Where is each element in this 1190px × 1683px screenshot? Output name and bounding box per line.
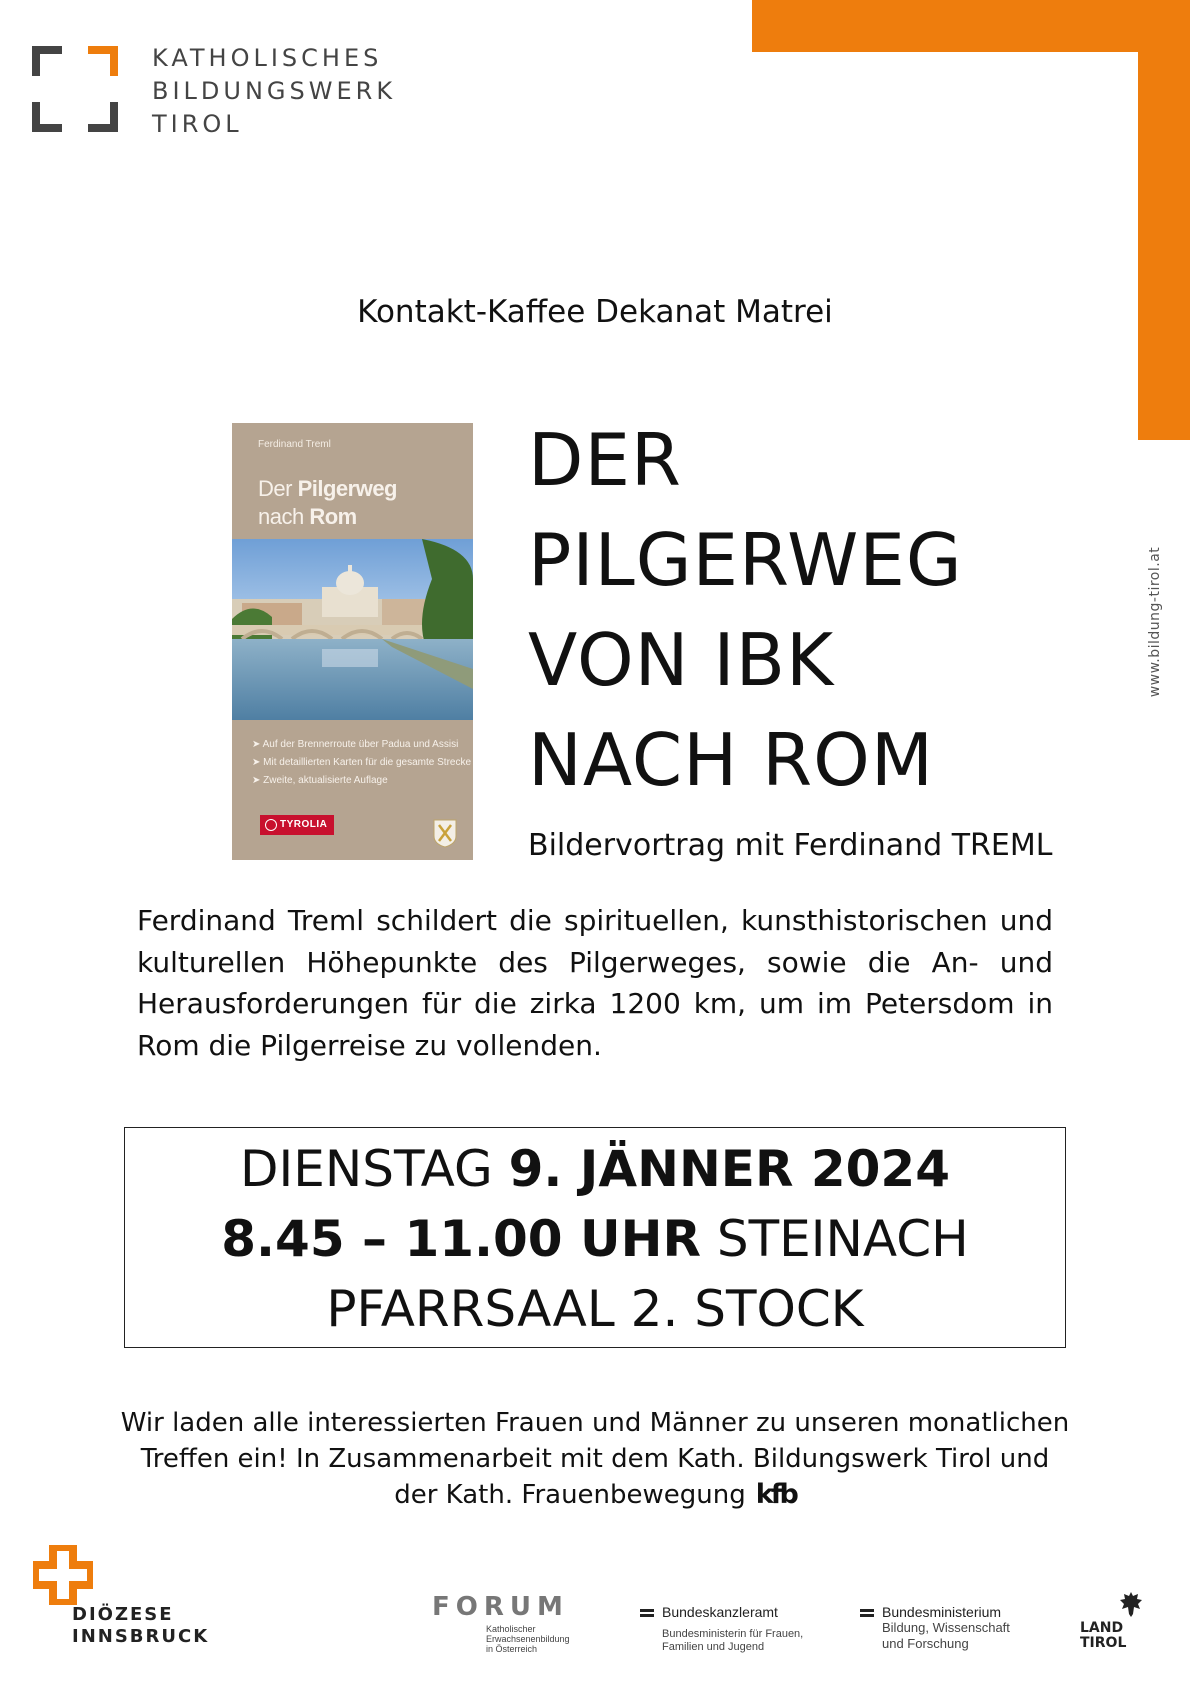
bm-subtitle	[882, 1620, 1010, 1652]
bundeskanzleramt-logo	[640, 1604, 803, 1654]
headline-line: DER	[528, 418, 682, 502]
invitation-line-3: der Kath. Frauenbewegung	[394, 1480, 746, 1510]
bildungswerk-logo-mark-icon	[32, 46, 118, 132]
orange-corner-top	[752, 0, 1190, 52]
publisher-badge	[260, 815, 334, 835]
book-cover-image	[232, 423, 473, 860]
tirol-eagle-icon	[1118, 1590, 1144, 1618]
book-title-light-1: Der	[258, 476, 292, 501]
headline-line: VON IBK	[528, 618, 835, 702]
publisher-name: TYROLIA	[280, 819, 328, 830]
bka-sub-line: Familien und Jugend	[662, 1641, 765, 1653]
org-line-1: KATHOLISCHES	[152, 44, 383, 72]
kfb-logo-icon: kfb	[755, 1479, 796, 1510]
forum-sub-line: Erwachsenenbildung	[486, 1634, 570, 1644]
book-title-bold-1: Pilgerweg	[297, 476, 397, 501]
website-url-vertical[interactable]: www.bildung-tirol.at	[1147, 546, 1163, 698]
publisher-globe-icon	[265, 819, 277, 831]
bm-sub-line: und Forschung	[882, 1636, 969, 1651]
bka-sub-line: Bundesministerin für Frauen,	[662, 1628, 804, 1640]
book-title-bold-2: Rom	[309, 504, 357, 529]
invitation-line-2: Treffen ein! In Zusammenarbeit mit dem Kath. Bildungswerk Tirol und	[140, 1444, 1050, 1474]
bka-head	[640, 1604, 803, 1620]
land-tirol-logo	[1080, 1621, 1126, 1651]
invitation-line-1: Wir laden alle interessierten Frauen und Männer zu unseren monatlichen	[120, 1408, 1070, 1438]
bildungswerk-logo-text	[152, 42, 396, 141]
headline-line: NACH ROM	[528, 718, 934, 802]
dioezese-line-1: DIÖZESE	[72, 1604, 174, 1625]
bm-head	[860, 1604, 1010, 1620]
book-title	[258, 475, 397, 531]
bm-sub-line: Bildung, Wissenschaft	[882, 1620, 1010, 1635]
book-bullet: ➤ Mit detaillierten Karten für die gesamte Strecke	[252, 757, 472, 768]
org-line-3: TIROL	[152, 110, 243, 138]
org-line-2: BILDUNGSWERK	[152, 77, 397, 105]
room-line: PFARRSAAL 2. STOCK	[326, 1280, 864, 1338]
dioezese-cross-icon	[33, 1545, 93, 1605]
book-author: Ferdinand Treml	[258, 439, 331, 450]
event-time: 8.45 – 11.00 UHR	[221, 1210, 701, 1268]
book-cover-photo	[232, 539, 473, 720]
event-date: 9. JÄNNER 2024	[508, 1140, 951, 1198]
land-line-2: TIROL	[1080, 1635, 1127, 1651]
bm-name: Bundesministerium	[882, 1604, 1002, 1620]
forum-sub-line: in Österreich	[486, 1644, 538, 1654]
bka-name: Bundeskanzleramt	[662, 1604, 778, 1620]
time-place-line	[125, 1210, 1065, 1268]
invitation-line-3-wrap	[0, 1477, 1190, 1513]
date-line	[125, 1140, 1065, 1198]
dioezese-line-2: INNSBRUCK	[72, 1626, 210, 1647]
bka-subtitle	[662, 1628, 803, 1654]
invitation-text	[0, 1405, 1190, 1513]
orange-corner-right	[1138, 0, 1190, 440]
forum-sub-line: Katholischer	[486, 1624, 536, 1634]
austria-flag-icon	[860, 1609, 874, 1617]
land-line-1: LAND	[1080, 1620, 1124, 1636]
bundesministerium-logo	[860, 1604, 1010, 1652]
austria-flag-icon	[640, 1609, 654, 1617]
forum-wordmark: FORUM	[432, 1592, 569, 1622]
date-box	[124, 1127, 1066, 1348]
event-series-title: Kontakt-Kaffee Dekanat Matrei	[357, 294, 833, 330]
forum-subtitle	[486, 1624, 570, 1654]
dioezese-innsbruck-logo	[72, 1604, 209, 1648]
weekday: DIENSTAG	[239, 1140, 493, 1198]
book-bullet: ➤ Auf der Brennerroute über Padua und Assisi	[252, 739, 459, 750]
crossed-keys-icon	[432, 818, 458, 848]
subtitle: Bildervortrag mit Ferdinand TREML	[528, 828, 1053, 863]
forum-logo	[432, 1592, 570, 1654]
event-place: STEINACH	[716, 1210, 969, 1268]
headline-line: PILGERWEG	[528, 518, 963, 602]
book-title-light-2: nach	[258, 504, 304, 529]
book-bullets	[252, 736, 471, 790]
description-paragraph: Ferdinand Treml schildert die spirituellen, kunsthistorischen und kulturellen Höhepunkte des Pilgerweges, sowie die An- und Herausforderungen für die zirka 1200 km, um im Petersdom in Rom die Pilgerreise zu vollenden.	[137, 904, 1053, 1062]
book-bullet: ➤ Zweite, aktualisierte Auflage	[252, 775, 388, 786]
headline	[528, 410, 963, 810]
